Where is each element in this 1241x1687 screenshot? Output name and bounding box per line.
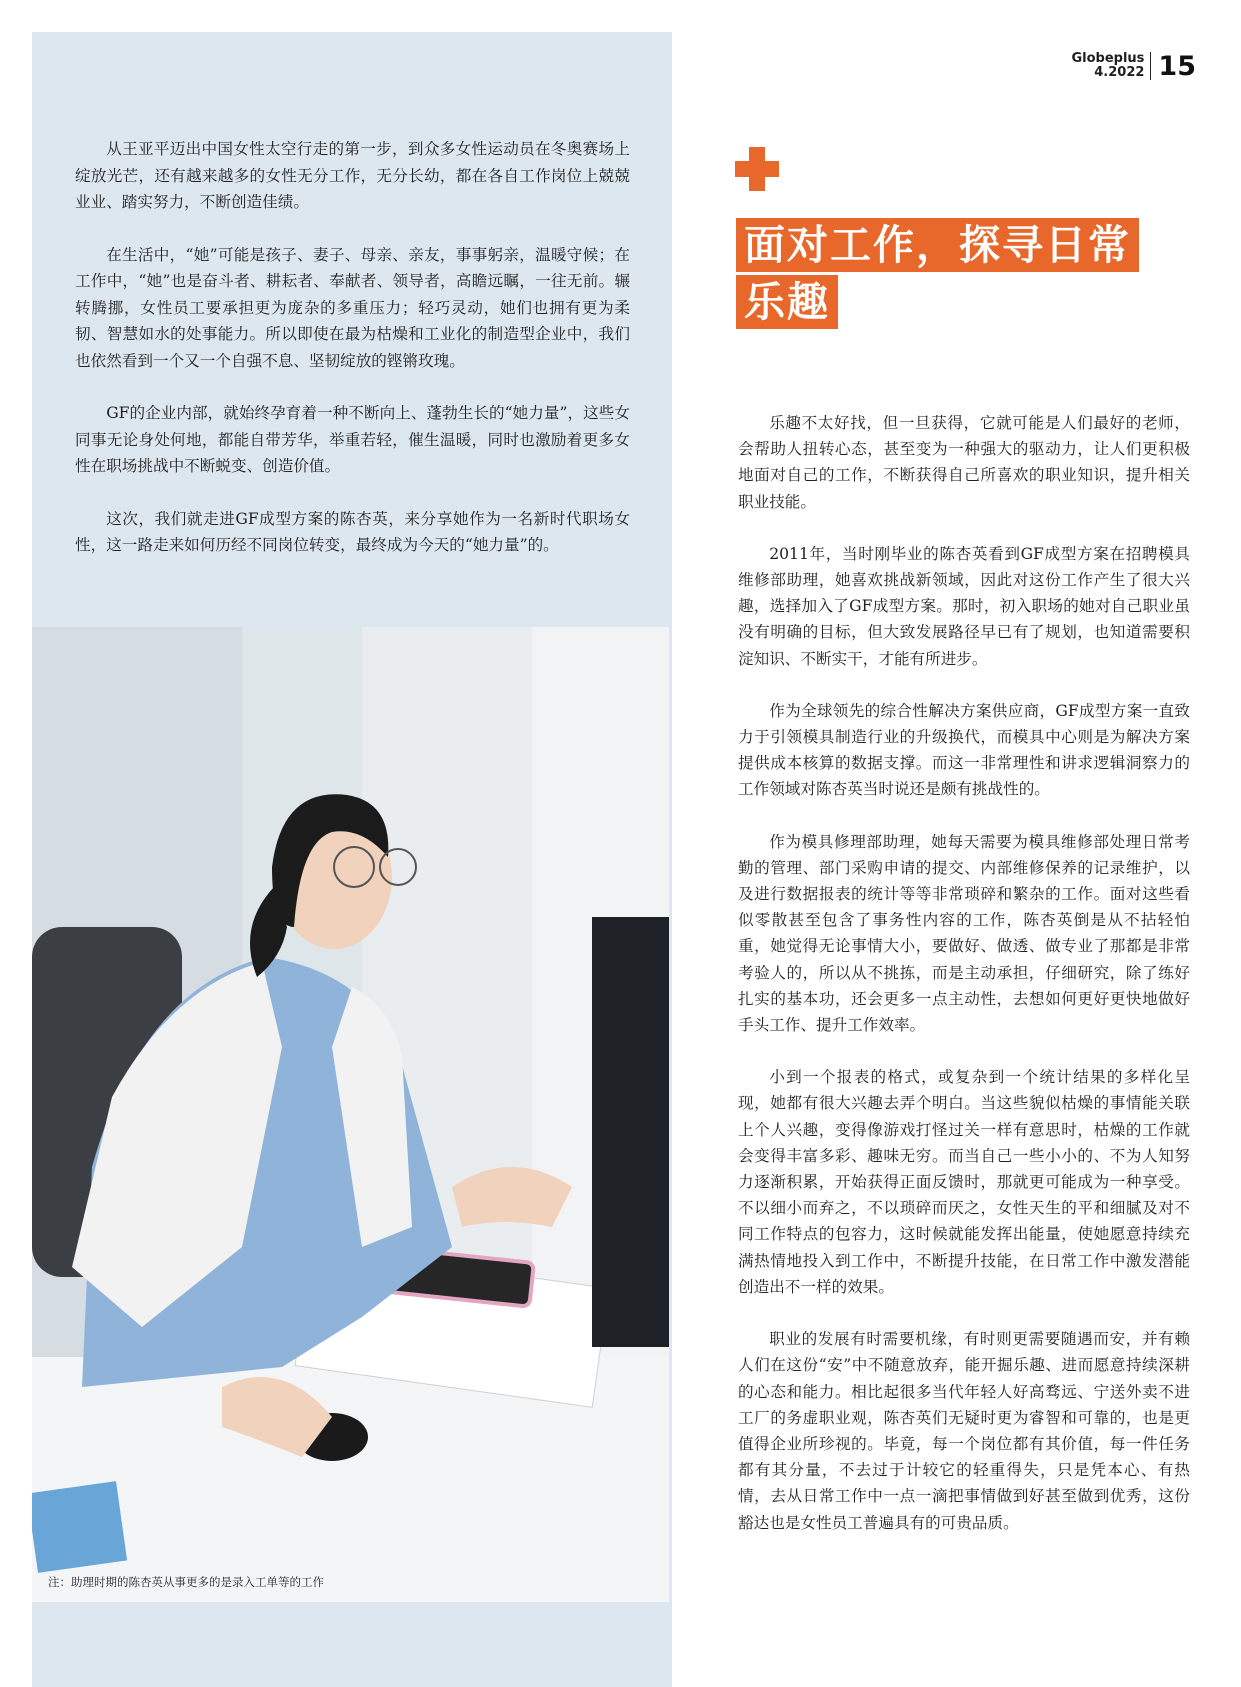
issue-number: 4.2022: [1094, 65, 1145, 80]
photo-caption: 注：助理时期的陈杏英从事更多的是录入工单等的工作: [48, 1575, 324, 1589]
intro-text: [75, 136, 630, 585]
section-title: [736, 218, 1196, 332]
photo-illustration: [32, 627, 669, 1602]
body-paragraph: 2011年，当时刚毕业的陈杏英看到GF成型方案在招聘模具维修部助理，她喜欢挑战新领域，因此对这份工作产生了很大兴趣，选择加入了GF成型方案。那时，初入职场的她对自己职业虽没有明确的目标，但大致发展路径早已有了规划，也知道需要积淀知识、不断实干，才能有所进步。: [738, 544, 1190, 668]
section-title-line: 面对工作，探寻日常: [736, 218, 1139, 272]
magazine-name: Globeplus: [1071, 51, 1145, 66]
body-paragraph: 乐趣不太好找，但一旦获得，它就可能是人们最好的老师，会帮助人扭转心态，甚至变为一种强大的驱动力，让人们更积极地面对自己的工作，不断获得自己所喜欢的职业知识，提升相关职业技能。: [738, 414, 1190, 511]
page-header: [1071, 52, 1196, 82]
office-photo: [32, 627, 669, 1602]
page-number: 15: [1158, 51, 1196, 82]
article-body: [738, 410, 1190, 1562]
body-paragraph: 作为全球领先的综合性解决方案供应商，GF成型方案一直致力于引领模具制造行业的升级换代，而模具中心则是为解决方案提供成本核算的数据支撑。而这一非常理性和讲求逻辑洞察力的工作领域对陈杏英当时说还是颇有挑战性的。: [738, 701, 1190, 799]
body-paragraph: 小到一个报表的格式，或复杂到一个统计结果的多样化呈现，她都有很大兴趣去弄个明白。当这些貌似枯燥的事情能关联上个人兴趣，变得像游戏打怪过关一样有意思时，枯燥的工作就会变得丰富多彩、趣味无穷。而当自己一些小小的、不为人知努力逐渐积累，开始获得正面反馈时，那就更可能成为一种享受。不以细小而弃之，不以琐碎而厌之，女性天生的平和细腻及对不同工作特点的包容力，这时候就能发挥出能量，使她愿意持续充满热情地投入到工作中，不断提升技能，在日常工作中激发潜能创造出不一样的效果。: [738, 1068, 1190, 1296]
plus-icon: [735, 147, 779, 191]
intro-paragraph: GF的企业内部，就始终孕育着一种不断向上、蓬勃生长的“她力量”，这些女同事无论身处何地，都能自带芳华，举重若轻，催生温暖，同时也激励着更多女性在职场挑战中不断蜕变、创造价值。: [75, 404, 630, 475]
intro-paragraph: 在生活中，“她”可能是孩子、妻子、母亲、亲友，事事躬亲，温暖守候；在工作中，“她”也是奋斗者、耕耘者、奉献者、领导者，高瞻远瞩，一往无前。辗转腾挪，女性员工要承担更为庞杂的多重压力；轻巧灵动，她们也拥有更为柔韧、智慧如水的处事能力。所以即使在最为枯燥和工业化的制造型企业中，我们也依然看到一个又一个自强不息、坚韧绽放的铿锵玫瑰。: [75, 245, 630, 370]
body-paragraph: 作为模具修理部助理，她每天需要为模具维修部处理日常考勤的管理、部门采购申请的提交、内部维修保养的记录维护，以及进行数据报表的统计等等非常琐碎和繁杂的工作。面对这些看似零散甚至包含了事务性内容的工作，陈杏英倒是从不拈轻怕重，她觉得无论事情大小，要做好、做透、做专业了那都是非常考验人的，所以从不挑拣，而是主动承担，仔细研究，除了练好扎实的基本功，还会更多一点主动性，去想如何更好更快地做好手头工作、提升工作效率。: [738, 832, 1190, 1035]
body-paragraph: 职业的发展有时需要机缘，有时则更需要随遇而安，并有赖人们在这份“安”中不随意放弃，能开掘乐趣、进而愿意持续深耕的心态和能力。相比起很多当代年轻人好高骛远、宁送外卖不进工厂的务虚职业观，陈杏英们无疑时更为睿智和可靠的，也是更值得企业所珍视的。毕竟，每一个岗位都有其价值，每一件任务都有其分量，不去过于计较它的轻重得失，只是凭本心、有热情，去从日常工作中一点一滴把事情做到好甚至做到优秀，这份豁达也是女性员工普遍具有的可贵品质。: [738, 1330, 1190, 1532]
intro-paragraph: 从王亚平迈出中国女性太空行走的第一步，到众多女性运动员在冬奥赛场上绽放光芒，还有越来越多的女性无分工作，无分长幼，都在各自工作岗位上兢兢业业、踏实努力，不断创造佳绩。: [75, 140, 630, 211]
section-title-line: 乐趣: [736, 275, 838, 329]
magazine-masthead: [1071, 52, 1151, 80]
intro-paragraph: 这次，我们就走进GF成型方案的陈杏英，来分享她作为一名新时代职场女性，这一路走来如何历经不同岗位转变，最终成为今天的“她力量”的。: [75, 509, 630, 554]
